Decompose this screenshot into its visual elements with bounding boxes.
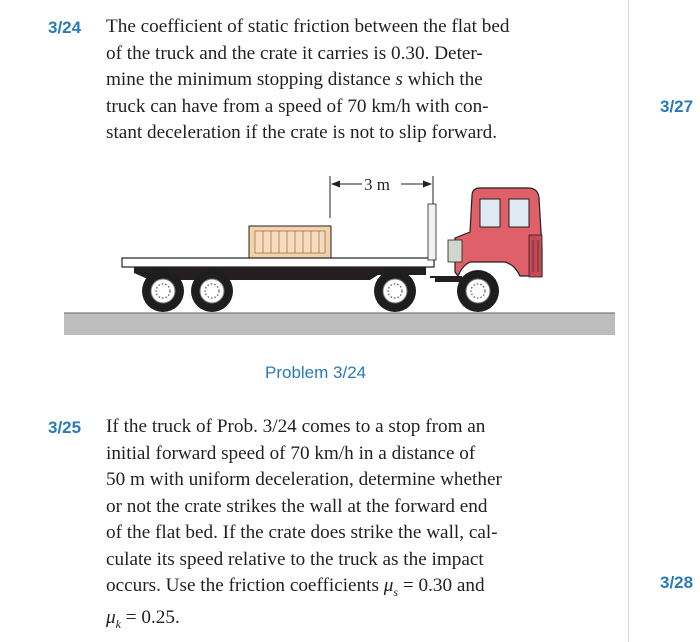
line: If the truck of Prob. 3/24 comes to a stop from an (106, 416, 486, 437)
problem-text-3-25 (106, 414, 604, 638)
line: of the flat bed. If the crate does strike the wall, cal- (106, 522, 498, 543)
front-wheel (457, 270, 499, 312)
rear-wheel-2 (191, 270, 233, 312)
dimension-label: 3 m (364, 175, 390, 194)
figure-caption: Problem 3/24 (265, 363, 367, 382)
side-problem-number: 3/28 (660, 573, 694, 592)
problem-number-3-24: 3/24 (48, 18, 82, 37)
line: $\mu_k = 0.25$. (106, 607, 180, 632)
side-problem-number: 3/27 (660, 97, 694, 116)
line: or not the crate strikes the wall at the forward end (106, 495, 488, 517)
middle-wheel (374, 270, 416, 312)
line: 50 m with uniform deceleration, determine whether (106, 469, 502, 490)
cab-window-left (480, 199, 500, 227)
mu-k-symbol: $\mu_k$ (106, 607, 121, 632)
line: occurs. Use the friction coefficients $\mu_s = 0.30$ and (106, 575, 485, 599)
variable-s: s (395, 69, 403, 90)
line: initial forward speed of 70 km/h in a distance of (106, 442, 476, 464)
truck-cab (430, 188, 542, 282)
front-wall (428, 204, 436, 260)
arrow-right-icon (423, 181, 432, 188)
line: The coefficient of static friction between the flat bed (106, 16, 510, 37)
ground (64, 313, 615, 335)
grille (529, 235, 542, 277)
line: mine the minimum stopping distance s which the (106, 69, 483, 90)
line: of the truck and the crate it carries is 0.30. Deter- (106, 42, 483, 64)
arrow-left-icon (331, 181, 340, 188)
line: culate its speed relative to the truck as the impact (106, 548, 484, 570)
cab-window-right (509, 199, 529, 227)
mu-s-symbol: $\mu_s$ (383, 575, 399, 599)
rear-wheel-1 (142, 270, 184, 312)
exhaust-tank (448, 240, 462, 262)
line: stant deceleration if the crate is not to slip forward. (106, 122, 498, 143)
line: truck can have from a speed of 70 km/h with con- (106, 95, 489, 117)
problem-number-3-25: 3/25 (48, 418, 82, 437)
crate (249, 226, 331, 258)
